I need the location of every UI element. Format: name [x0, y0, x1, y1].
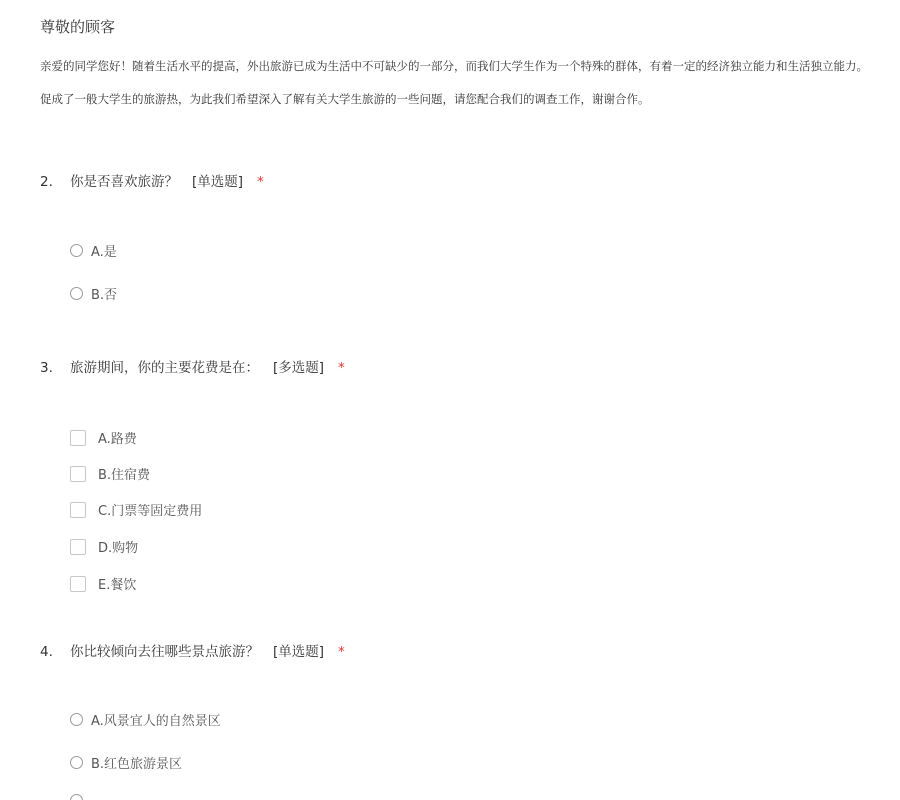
question-2-option-b[interactable]	[70, 284, 117, 303]
option-label: B.住宿费	[98, 468, 151, 483]
option-label: E.餐饮	[98, 578, 137, 593]
intro-text-line-1: 亲爱的同学您好！随着生活水平的提高，外出旅游已成为生活中不可缺少的一部分，而我们大学生作为一个特殊的群体，有着一定的经济独立能力和生活独立能力。	[40, 59, 868, 73]
checkbox[interactable]	[70, 430, 86, 446]
checkbox[interactable]	[70, 576, 86, 592]
option-label: A.风景宜人的自然景区	[91, 714, 221, 729]
question-text: 你比较倾向去往哪些景点旅游？	[70, 644, 259, 660]
question-3-option-e[interactable]	[70, 574, 136, 593]
intro-text-line-2: 促成了一般大学生的旅游热，为此我们希望深入了解有关大学生旅游的一些问题，请您配合我们的调查工作，谢谢合作。	[40, 92, 650, 106]
option-label: A.路费	[98, 432, 137, 447]
option-label: C.门票等固定费用	[98, 504, 203, 519]
radio-button[interactable]	[70, 756, 83, 769]
question-3-option-d[interactable]	[70, 537, 138, 556]
question-2-option-a[interactable]	[70, 241, 117, 260]
question-4-option-a[interactable]	[70, 710, 221, 729]
option-label: B.否	[91, 288, 118, 303]
radio-button[interactable]	[70, 244, 83, 257]
question-4-option-b[interactable]	[70, 753, 182, 772]
checkbox[interactable]	[70, 466, 86, 482]
question-type-label: [多选题]	[273, 360, 325, 376]
question-number: 4.	[40, 644, 53, 660]
question-type-label: [单选题]	[273, 644, 325, 660]
checkbox[interactable]	[70, 502, 86, 518]
checkbox[interactable]	[70, 539, 86, 555]
question-number: 2.	[40, 174, 53, 190]
required-asterisk: *	[338, 360, 345, 376]
option-label: A.是	[91, 245, 117, 260]
question-3-title	[40, 356, 345, 376]
question-3-option-b[interactable]	[70, 464, 150, 483]
question-text: 旅游期间，你的主要花费是在：	[70, 360, 259, 376]
question-3-option-c[interactable]	[70, 500, 202, 519]
radio-button[interactable]	[70, 794, 83, 800]
option-label: B.红色旅游景区	[91, 757, 183, 772]
question-3-option-a[interactable]	[70, 428, 137, 447]
page-title: 尊敬的顾客	[40, 18, 116, 36]
radio-button[interactable]	[70, 713, 83, 726]
option-label: D.购物	[98, 541, 139, 556]
question-4-option-c[interactable]	[70, 794, 91, 800]
required-asterisk: *	[257, 174, 264, 190]
radio-button[interactable]	[70, 287, 83, 300]
question-text: 你是否喜欢旅游？	[70, 174, 178, 190]
required-asterisk: *	[338, 644, 345, 660]
question-type-label: [单选题]	[192, 174, 244, 190]
question-number: 3.	[40, 360, 53, 376]
question-2-title	[40, 170, 264, 190]
question-4-title	[40, 640, 345, 660]
